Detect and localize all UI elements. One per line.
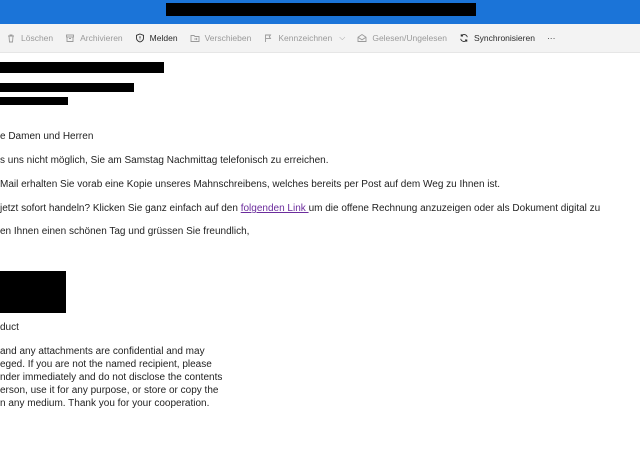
invoice-link[interactable]: folgenden Link bbox=[240, 203, 309, 214]
read-unread-button[interactable] bbox=[351, 24, 453, 52]
more-options-button[interactable] bbox=[541, 24, 562, 52]
body-line-3 bbox=[0, 203, 600, 215]
archive-button[interactable] bbox=[59, 24, 129, 52]
redacted-date bbox=[0, 97, 68, 105]
redacted-sender bbox=[0, 62, 164, 73]
salutation: e Damen und Herren bbox=[0, 131, 94, 142]
delete-label: Löschen bbox=[21, 33, 54, 43]
command-toolbar bbox=[0, 24, 640, 53]
redacted-title bbox=[166, 3, 476, 16]
notice-line-4: erson, use it for any purpose, or store or copy the bbox=[0, 385, 219, 396]
title-bar bbox=[0, 0, 640, 24]
redacted-signature bbox=[0, 271, 66, 313]
shield-icon bbox=[135, 33, 145, 43]
envelope-open-icon bbox=[357, 33, 367, 43]
archive-label: Archivieren bbox=[80, 33, 123, 43]
read-unread-label: Gelesen/Ungelesen bbox=[372, 33, 447, 43]
sync-label: Synchronisieren bbox=[474, 33, 535, 43]
body-line-3-end: um die offene Rechnung anzuzeigen oder als Dokument digital zu bbox=[308, 203, 601, 214]
sync-icon bbox=[459, 33, 469, 43]
archive-icon bbox=[65, 33, 75, 43]
flag-button[interactable] bbox=[257, 24, 351, 52]
signature-title: duct bbox=[0, 322, 19, 333]
report-button[interactable] bbox=[129, 24, 184, 52]
move-button[interactable] bbox=[184, 24, 258, 52]
notice-line-3: nder immediately and do not disclose the contents bbox=[0, 372, 223, 383]
trash-icon bbox=[6, 33, 16, 43]
body-line-1: s uns nicht möglich, Sie am Samstag Nachmittag telefonisch zu erreichen. bbox=[0, 155, 329, 166]
notice-line-5: n any medium. Thank you for your cooperation. bbox=[0, 398, 210, 409]
more-icon: ··· bbox=[546, 33, 556, 43]
notice-line-2: eged. If you are not the named recipient, please bbox=[0, 359, 212, 370]
body-line-2: Mail erhalten Sie vorab eine Kopie unseres Mahnschreibens, welches bereits per Post auf dem Weg zu Ihnen ist. bbox=[0, 179, 501, 190]
body-line-3-start: jetzt sofort handeln? Klicken Sie ganz einfach auf den bbox=[0, 203, 241, 214]
move-label: Verschieben bbox=[204, 33, 252, 43]
redacted-recipient bbox=[0, 83, 134, 92]
sync-button[interactable] bbox=[453, 24, 541, 52]
report-label: Melden bbox=[149, 33, 178, 43]
notice-line-1: and any attachments are confidential and may bbox=[0, 346, 205, 357]
flag-icon bbox=[263, 33, 273, 43]
flag-label: Kennzeichnen bbox=[278, 33, 333, 43]
folder-move-icon bbox=[190, 33, 200, 43]
confidentiality-notice bbox=[0, 345, 222, 410]
closing-line: en Ihnen einen schönen Tag und grüssen Sie freundlich, bbox=[0, 226, 250, 237]
delete-button[interactable] bbox=[0, 24, 59, 52]
chevron-down-icon[interactable]: ⌵ bbox=[339, 33, 346, 42]
